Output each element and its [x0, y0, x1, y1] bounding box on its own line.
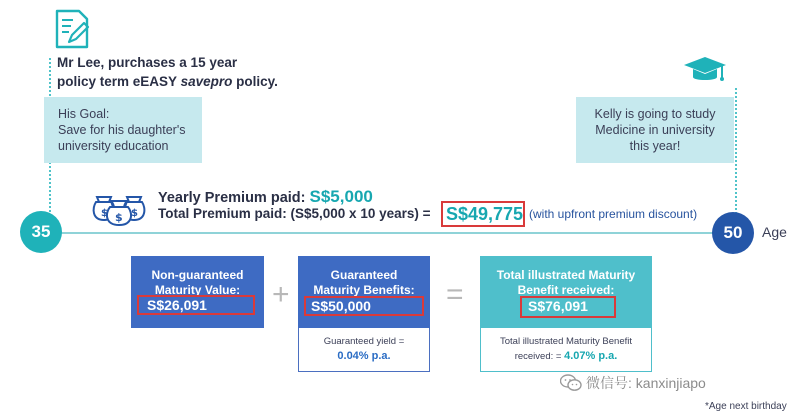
- total-benefit-yield-line-1: Total illustrated Maturity Benefit: [499, 336, 632, 347]
- goal-line-3: university education: [58, 139, 169, 153]
- intro-line-1: Mr Lee, purchases a 15 year: [57, 55, 238, 70]
- goal-line-2: Save for his daughter's: [58, 123, 186, 137]
- document-edit-icon: [53, 8, 91, 50]
- kelly-line-2: Medicine in university: [595, 123, 715, 137]
- non-guaranteed-line-2: Maturity Value:: [154, 283, 241, 297]
- kelly-box: [576, 97, 734, 163]
- start-age-circle: 35: [20, 211, 62, 253]
- plus-operator: +: [272, 278, 290, 311]
- kelly-line-3: this year!: [629, 139, 681, 153]
- total-benefit-yield-box: [480, 328, 652, 372]
- end-age-circle: 50: [712, 212, 754, 254]
- svg-text:$: $: [131, 208, 138, 219]
- kelly-line-1: Kelly is going to study: [594, 107, 716, 121]
- guaranteed-card: [298, 256, 430, 328]
- goal-box: [44, 97, 202, 163]
- total-benefit-yield-value: 4.07% p.a.: [564, 350, 618, 362]
- product-name-italic: savepro: [180, 74, 233, 89]
- non-guaranteed-card: [131, 256, 264, 328]
- yearly-premium-label: Yearly Premium paid:: [158, 190, 310, 206]
- guaranteed-yield-value: 0.04% p.a.: [337, 350, 391, 362]
- wechat-watermark: [560, 373, 706, 395]
- total-maturity-line-1: Total illustrated Maturity: [496, 268, 636, 282]
- intro-line-2: policy term eEASY savepro policy.: [57, 74, 278, 89]
- money-bags-icon: [90, 188, 154, 226]
- total-maturity-line-2: Benefit received:: [517, 283, 615, 297]
- guaranteed-line-2: Maturity Benefits:: [313, 283, 415, 297]
- non-guaranteed-value: S$26,091: [137, 295, 255, 315]
- svg-text:$: $: [101, 208, 108, 219]
- total-premium-label: Total Premium paid: (S$5,000 x 10 years) =: [158, 206, 431, 221]
- goal-title: His Goal:: [58, 107, 110, 121]
- age-label: Age: [762, 224, 787, 240]
- dotted-connector-right: [735, 88, 737, 222]
- wechat-id-text: 微信号: kanxinjiapo: [586, 375, 706, 391]
- svg-text:$: $: [115, 211, 123, 224]
- graduation-cap-icon: [682, 54, 728, 88]
- wechat-icon: [560, 374, 582, 395]
- yearly-premium-value: S$5,000: [309, 187, 373, 206]
- total-maturity-value: S$76,091: [520, 296, 616, 318]
- total-premium-value: S$49,775: [446, 204, 524, 224]
- non-guaranteed-line-1: Non-guaranteed: [151, 268, 244, 282]
- age-timeline: [40, 232, 730, 234]
- age-footnote: *Age next birthday: [705, 401, 787, 412]
- guaranteed-line-1: Guaranteed: [330, 268, 398, 282]
- total-benefit-yield-line-2: received: = 4.07% p.a.: [514, 350, 618, 362]
- discount-note: (with upfront premium discount): [529, 207, 698, 221]
- intro-text: [57, 53, 297, 91]
- yearly-premium: [158, 187, 373, 207]
- equals-operator: =: [446, 278, 464, 311]
- total-premium-highlight: [441, 201, 525, 227]
- guaranteed-value: S$50,000: [304, 296, 424, 316]
- guaranteed-yield-box: [298, 328, 430, 372]
- guaranteed-yield-label: Guaranteed yield =: [323, 336, 405, 347]
